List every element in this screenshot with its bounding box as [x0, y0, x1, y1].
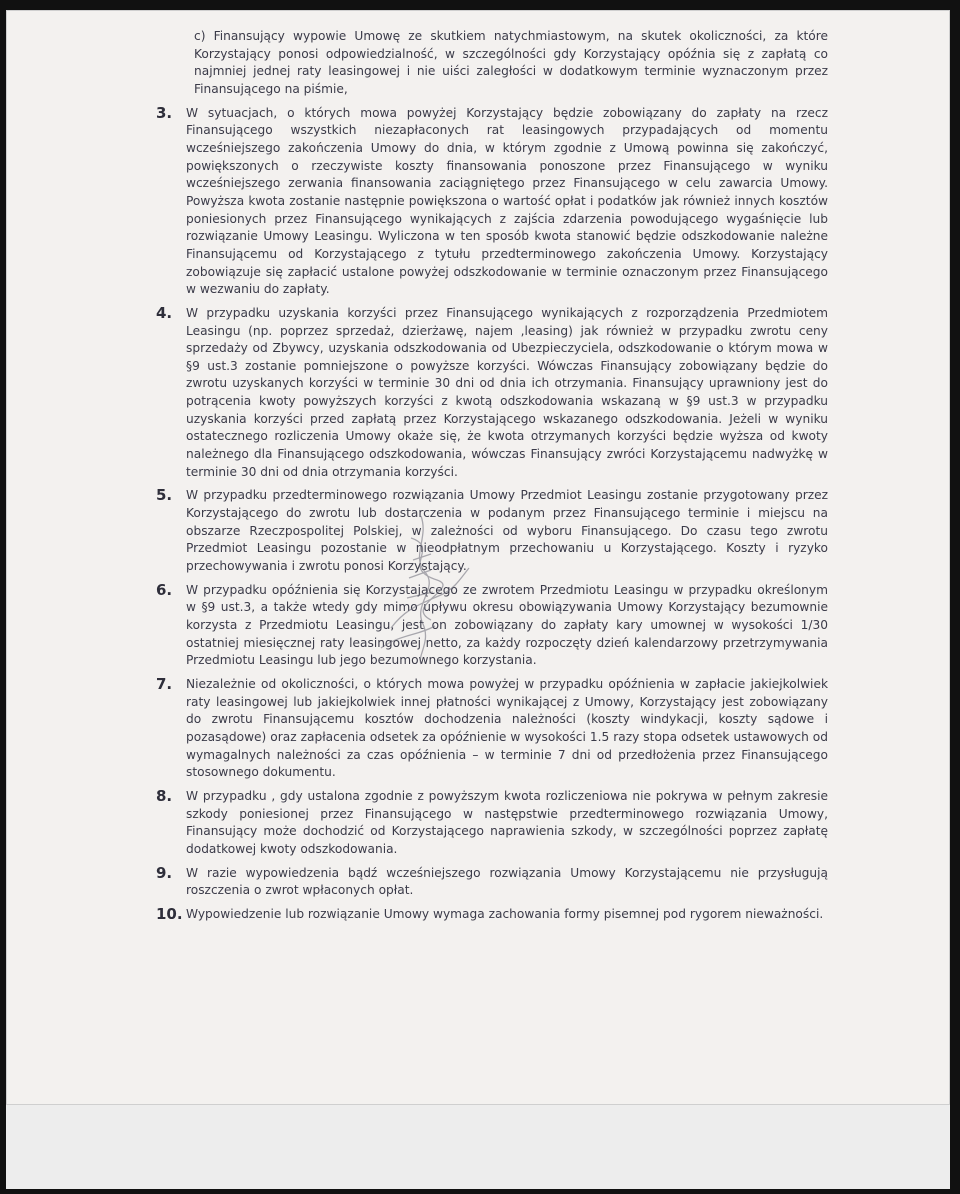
paragraph-3	[156, 105, 828, 299]
paragraph-number: 3.	[156, 103, 173, 122]
paragraph-text: W przypadku przedterminowego rozwiązania Umowy Przedmiot Leasingu zostanie przygotowany przez Korzystającego do zwrotu lub dostarczenia w podanym przez Finansującego terminie i miejscu na obszarze Rzeczpospolitej Polskiej, w zależności od wyboru Finansującego. Do czasu tego zwrotu Przedmiot Leasingu pozostanie w nieodpłatnym przechowaniu u Korzystającego. Koszty i ryzyko przechowywania i zwrotu ponosi Korzystający.	[186, 488, 828, 574]
document-page	[6, 10, 950, 1105]
document-body	[156, 28, 828, 930]
paragraph-text: c) Finansujący wypowie Umowę ze skutkiem natychmiastowym, na skutek okoliczności, za które Korzystający ponosi odpowiedzialność, w szczególności gdy Korzystający opóźnia się z zapłatą co najmniej jednej raty leasingowej i nie uiści zaległości w dodatkowym terminie wyznaczonym przez Finansującego na piśmie,	[194, 29, 828, 96]
paragraph-number: 9.	[156, 863, 173, 882]
paragraph-c	[194, 28, 828, 99]
scan-border	[0, 1189, 960, 1194]
paragraph-9	[156, 865, 828, 900]
paragraph-text: W razie wypowiedzenia bądź wcześniejszego rozwiązania Umowy Korzystającemu nie przysługują roszczenia o zwrot wpłaconych opłat.	[186, 865, 828, 898]
paragraph-8	[156, 788, 828, 859]
paragraph-text: W przypadku uzyskania korzyści przez Finansującego wynikających z rozporządzenia Przedmiotem Leasingu (np. poprzez sprzedaż, dzierżawę, najem ,leasing) jak również w przypadku zwrotu ceny sprzedaży od Zbywcy, uzyskania odszkodowania od Ubezpieczyciela, odszkodowanie o którym mowa w §9 ust.3 zostanie pomniejszone o powyższe korzyści. Wówczas Finansujący zobowiązany będzie do zwrotu uzyskanych korzyści w terminie 30 dni od dnia ich otrzymania. Finansujący uprawniony jest do potrącenia kwoty powyższych korzyści z kwotą odszkodowania wskazaną w §9 ust.3 w przypadku uzyskania korzyści przed zapłatą przez Korzystającego wskazanego odszkodowania. Jeżeli w wyniku ostatecznego rozliczenia Umowy okaże się, że kwota otrzymanych korzyści będzie wyższa od kwoty należnego dla Finansującego odszkodowania, wówczas Finansujący zwróci Korzystającemu nadwyżkę w terminie 30 dni od dnia otrzymania korzyści.	[186, 305, 828, 479]
paragraph-5	[156, 487, 828, 575]
paragraph-number: 8.	[156, 786, 173, 805]
paragraph-text: W przypadku , gdy ustalona zgodnie z powyższym kwota rozliczeniowa nie pokrywa w pełnym zakresie szkody poniesionej przez Finansującego w następstwie przedterminowego rozwiązania Umowy, Finansujący może dochodzić od Korzystającego naprawienia szkody, w szczególności poprzez zapłatę dodatkowej kwoty odszkodowania.	[186, 788, 828, 856]
paragraph-number: 5.	[156, 486, 173, 505]
paragraph-text: Wypowiedzenie lub rozwiązanie Umowy wymaga zachowania formy pisemnej pod rygorem nieważności.	[186, 906, 824, 921]
paragraph-text: W sytuacjach, o których mowa powyżej Korzystający będzie zobowiązany do zapłaty na rzecz Finansującego wszystkich niezapłaconych rat leasingowych przypadających od momentu wcześniejszego zakończenia Umowy do dnia, w którym zgodnie z Umową powinna się zakończyć, powiększonych o rzeczywiste koszty finansowania ponoszone przez Finansującego w wyniku wcześniejszego zerwania finansowania zaciągniętego przez Finansującego w celu zawarcia Umowy. Powyższa kwota zostanie następnie powiększona o wartość opłat i podatków jak również innych kosztów poniesionych przez Finansującego wynikających z zajścia zdarzenia powodującego wygaśnięcie lub rozwiązanie Umowy Leasingu. Wyliczona w ten sposób kwota stanowić będzie odszkodowanie należne Finansującemu od Korzystającego z tytułu przedterminowego zakończenia Umowy. Korzystający zobowiązuje się zapłacić ustalone powyżej odszkodowanie w terminie oznaczonym przez Finansującego w wezwaniu do zapłaty.	[186, 105, 828, 297]
scan-bottom-margin	[6, 1105, 950, 1189]
paragraph-7	[156, 676, 828, 782]
paragraph-text: W przypadku opóźnienia się Korzystającego ze zwrotem Przedmiotu Leasingu w przypadku określonym w §9 ust.3, a także wtedy gdy mimo upływu okresu obowiązywania Umowy Korzystający bezumownie korzysta z Przedmiotu Leasingu, jest on zobowiązany do zapłaty kary umownej w wysokości 1/30 ostatniej miesięcznej raty leasingowej netto, za każdy rozpoczęty dzień kalendarzowy przetrzymywania Przedmiotu Leasingu lub jego bezumownego korzystania.	[186, 582, 828, 668]
paragraph-10	[156, 906, 828, 924]
paragraph-number: 6.	[156, 580, 173, 599]
paragraph-6	[156, 582, 828, 670]
paragraph-4	[156, 305, 828, 482]
paragraph-text: Niezależnie od okoliczności, o których mowa powyżej w przypadku opóźnienia w zapłacie jakiejkolwiek raty leasingowej lub jakiejkolwiek innej płatności wynikającej z Umowy, Korzystający jest zobowiązany do zwrotu Finansującemu kosztów dochodzenia należności (koszty windykacji, koszty sądowe i pozasądowe) oraz zapłacenia odsetek za opóźnienie w wysokości 1.5 razy stopa odsetek ustawowych od wymagalnych należności za czas opóźnienia – w terminie 7 dni od przedłożenia przez Finansującego stosownego dokumentu.	[186, 676, 828, 780]
paragraph-number: 4.	[156, 303, 173, 322]
paragraph-number: 10.	[156, 904, 183, 923]
paragraph-number: 7.	[156, 674, 173, 693]
